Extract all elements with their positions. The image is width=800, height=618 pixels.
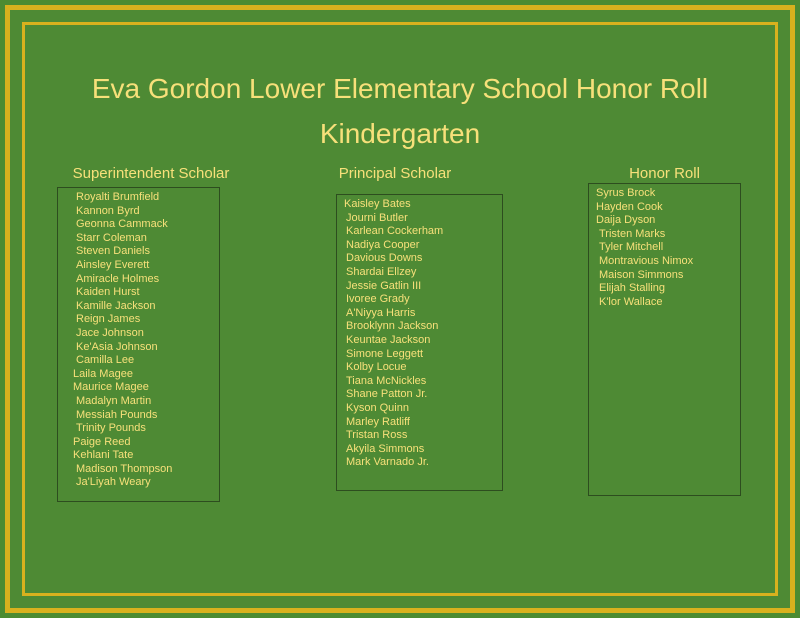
list-item: Paige Reed [73,435,131,448]
list-item: Royalti Brumfield [76,191,160,203]
list-item: Messiah Pounds [76,408,158,421]
list-item: K'lor Wallace [599,295,663,308]
honor-roll-heading: Honor Roll [629,165,700,182]
list-item: Trinity Pounds [76,422,146,435]
principal-scholar-heading: Principal Scholar [338,165,452,182]
list-item: Madalyn Martin [76,394,152,407]
list-item: Hayden Cook [596,200,663,213]
principal-scholar-list [336,194,503,491]
list-item: Kaiden Hurst [76,286,140,299]
list-item: Akyila Simmons [346,442,425,455]
list-item: A'Niyya Harris [346,306,416,319]
list-item: Mark Varnado Jr. [346,456,429,469]
list-item: Marley Ratliff [346,415,410,428]
list-item: Jace Johnson [76,326,144,339]
list-item: Tristen Marks [599,227,666,240]
list-item: Geonna Cammack [76,218,168,231]
honor-roll-list [588,183,741,496]
list-item: Kannon Byrd [76,204,140,217]
list-item: Montravious Nimox [599,254,694,267]
list-item: Tristan Ross [346,429,408,442]
list-item: Simone Leggett [346,347,424,360]
list-item: Kyson Quinn [346,401,409,414]
list-item: Tiana McNickles [346,374,427,387]
list-item: Kaisley Bates [344,198,411,210]
list-item: Maison Simmons [599,268,684,281]
list-item: Brooklynn Jackson [346,320,439,333]
page-title: Eva Gordon Lower Elementary School Honor Roll [91,73,709,104]
list-item: Nadiya Cooper [346,238,420,251]
list-item: Laila Magee [73,367,133,380]
list-item: Tyler Mitchell [599,241,664,254]
list-item: Amiracle Holmes [76,272,160,285]
grade-heading: Kindergarten [319,118,481,149]
list-item: Elijah Stalling [599,282,666,295]
list-item: Davious Downs [346,252,423,265]
list-item: Ke'Asia Johnson [76,340,158,353]
list-item: Madison Thompson [76,462,173,475]
list-item: Kamille Jackson [76,299,156,312]
list-item: Maurice Magee [73,381,149,394]
superintendent-scholar-list [57,187,220,502]
list-item: Kolby Locue [346,361,407,374]
list-item: Camilla Lee [76,354,135,367]
list-item: Shardai Ellzey [346,265,417,278]
list-item: Ja'Liyah Weary [76,476,151,489]
list-item: Steven Daniels [76,245,150,258]
list-item: Reign James [76,313,141,326]
list-item: Keuntae Jackson [346,333,431,346]
list-item: Ivoree Grady [346,293,410,306]
list-item: Daija Dyson [596,214,656,227]
list-item: Shane Patton Jr. [346,388,428,401]
list-item: Starr Coleman [76,231,147,244]
list-item: Syrus Brock [596,187,656,199]
superintendent-scholar-heading: Superintendent Scholar [72,165,230,182]
list-item: Jessie Gatlin III [346,279,422,292]
list-item: Ainsley Everett [76,258,150,271]
list-item: Journi Butler [346,211,408,224]
list-item: Kehlani Tate [73,449,134,462]
list-item: Karlean Cockerham [346,225,444,238]
